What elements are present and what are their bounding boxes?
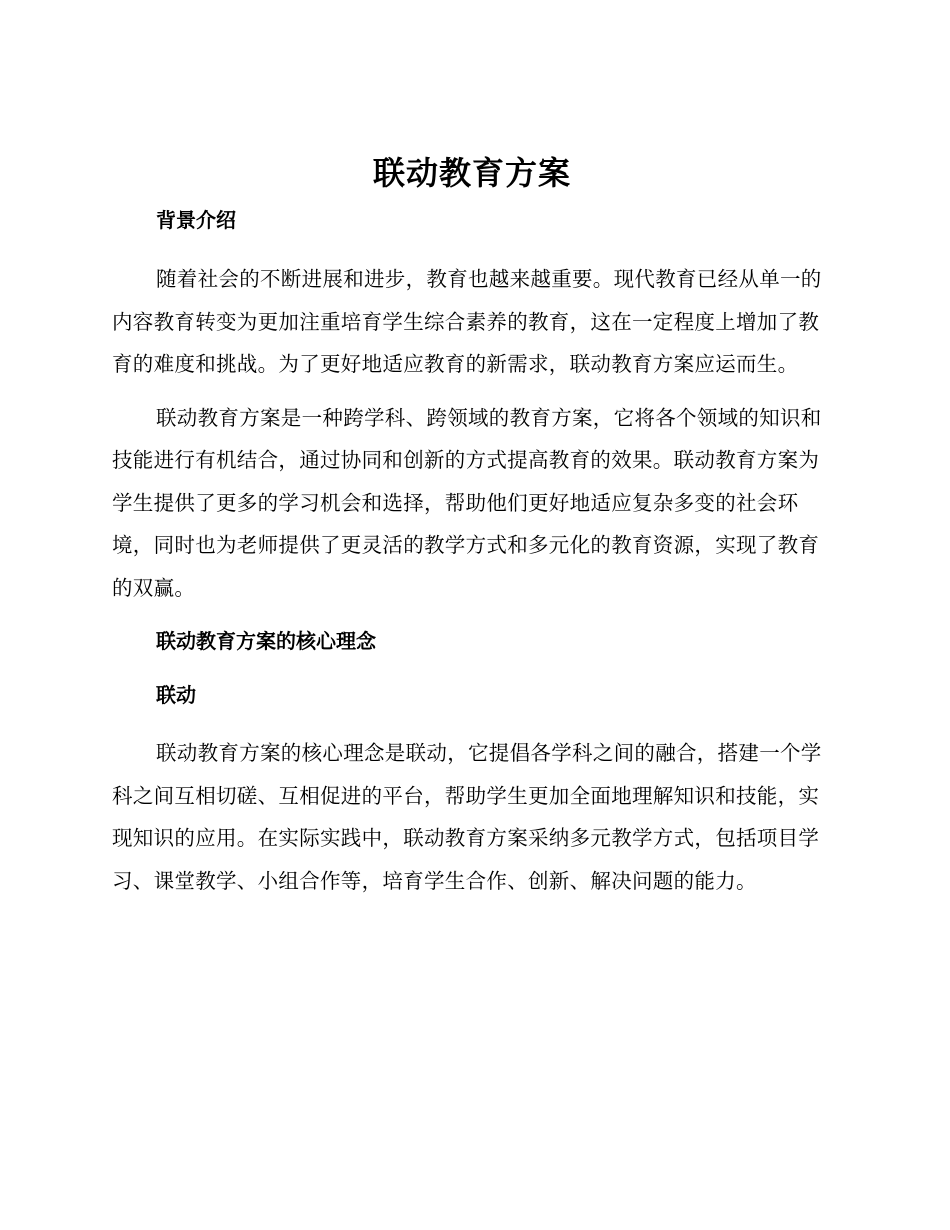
document-body <box>112 150 832 902</box>
section-heading-background: 背景介绍 <box>156 208 236 232</box>
subsection-heading-linkage: 联动 <box>156 683 196 707</box>
document-title: 联动教育方案 <box>372 154 571 192</box>
paragraph-background-1: 随着社会的不断进展和进步，教育也越来越重要。现代教育已经从单一的内容教育转变为更加注重培育学生综合素养的教育，这在一定程度上增加了教育的难度和挑战。为了更好地适应教育的新需求，联动教育方案应运而生。 <box>112 267 822 376</box>
paragraph-core-concept: 联动教育方案的核心理念是联动，它提倡各学科之间的融合，搭建一个学科之间互相切磋、互相促进的平台，帮助学生更加全面地理解知识和技能，实现知识的应用。在实际实践中，联动教育方案采纳多元教学方式，包括项目学习、课堂教学、小组合作等，培育学生合作、创新、解决问题的能力。 <box>112 741 822 893</box>
section-heading-core-concept: 联动教育方案的核心理念 <box>156 629 376 653</box>
paragraph-background-2: 联动教育方案是一种跨学科、跨领域的教育方案，它将各个领域的知识和技能进行有机结合，通过协同和创新的方式提高教育的效果。联动教育方案为学生提供了更多的学习机会和选择，帮助他们更好地适应复杂多变的社会环境，同时也为老师提供了更灵活的教学方式和多元化的教育资源，实现了教育的双赢。 <box>112 405 822 600</box>
